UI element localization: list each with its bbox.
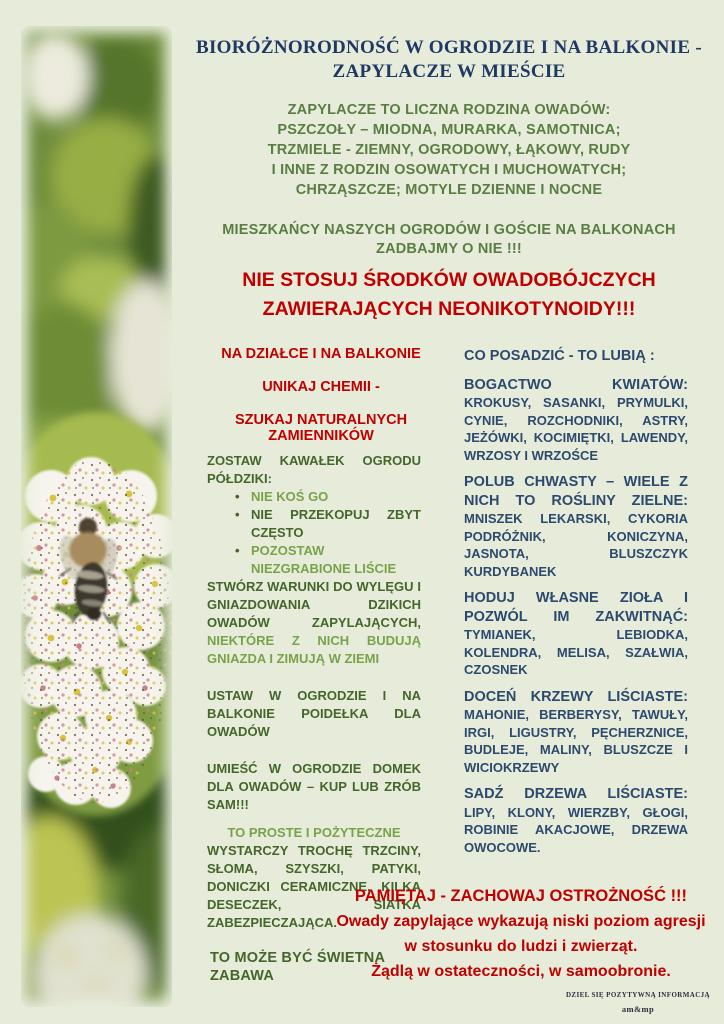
warning-line-1: NIE STOSUJ ŚRODKÓW OWADOBÓJCZYCH	[242, 269, 656, 291]
plant-paragraph-list: LIPY, KLONY, WIERZBY, GŁOGI, ROBINIE AKACJOWE, DRZEWA OWOCOWE.	[464, 804, 688, 855]
title-line-1: BIORÓŻNORODNOŚĆ W OGRODZIE I NA BALKONIE -	[196, 37, 702, 58]
warning-line-2: ZAWIERAJĄCYCH NEONIKOTYNOIDY!!!	[262, 298, 636, 320]
footer-line-3: w stosunku do ludzi i zwierząt.	[404, 938, 638, 955]
footer-line-1: PAMIĘTAJ - ZACHOWAJ OSTROŻNOŚĆ !!!	[354, 887, 688, 905]
plant-paragraph	[464, 589, 688, 679]
plant-column-header: CO POSADZIĆ - TO LUBIĄ :	[464, 348, 655, 364]
list-item-label: POZOSTAW NIEZGRABIONE LIŚCIE	[251, 543, 397, 576]
list-item-label: NIE PRZEKOPUJ ZBYT CZĘSTO	[251, 507, 421, 540]
great-fun-note: TO MOŻE BYĆ ŚWIETNA ZABAWA	[210, 950, 385, 984]
list-item	[207, 506, 421, 542]
plant-paragraph	[464, 376, 688, 465]
plant-paragraph-list: MNISZEK LEKARSKI, CYKORIA PODRÓŻNIK, KONICZYNA, JASNOTA, BLUSZCZYK KURDYBANEK	[464, 511, 688, 579]
left-header-1: NA DZIAŁCE I NA BALKONIE	[221, 346, 421, 362]
plant-paragraph	[464, 785, 688, 856]
simple-useful-note: TO PROSTE I POŻYTECZNE	[227, 825, 401, 840]
nesting-light-text: NIEKTÓRE Z NICH BUDUJĄ GNIAZDA I ZIMUJĄ W ZIEMI	[207, 633, 421, 666]
callout-line-1: MIESZKAŃCY NASZYCH OGRODÓW I GOŚCIE NA BALKONACH	[222, 222, 676, 238]
wild-garden-list	[207, 488, 421, 578]
intro-line: TRZMIELE - ZIEMNY, OGRODOWY, ŁĄKOWY, RUDY	[267, 142, 631, 158]
pollinators-intro	[183, 100, 715, 200]
callout-line-2: ZADBAJMY O NIE !!!	[376, 241, 522, 257]
plant-paragraph-lead: SADŹ DRZEWA LIŚCIASTE:	[464, 786, 688, 802]
intro-line: ZAPYLACZE TO LICZNA RODZINA OWADÓW:	[287, 102, 611, 118]
plant-paragraph-lead: HODUJ WŁASNE ZIOŁA I POZWÓL IM ZAKWITNĄĆ:	[464, 590, 688, 625]
plant-paragraph-lead: DOCEŃ KRZEWY LIŚCIASTE:	[464, 688, 688, 705]
wild-garden-title: ZOSTAW KAWAŁEK OGRODU PÓŁDZIKI:	[207, 453, 421, 486]
what-to-plant-column	[464, 348, 688, 865]
plant-paragraph-lead: POLUB CHWASTY – WIELE Z NICH TO ROŚLINY ZIELNE:	[464, 474, 688, 509]
no-insecticides-warning	[183, 266, 715, 324]
caution-footer	[322, 884, 720, 984]
list-item	[207, 488, 421, 506]
credit-note	[560, 991, 716, 1014]
list-item	[207, 542, 421, 578]
footer-line-4: Żądlą w ostateczności, w samoobronie.	[371, 963, 671, 980]
intro-line: PSZCZOŁY – MIODNA, MURARKA, SAMOTNICA;	[277, 122, 621, 138]
left-header-3: SZUKAJ NATURALNYCH ZAMIENNIKÓW	[234, 412, 408, 444]
intro-line: CHRZĄSZCZE; MOTYLE DZIENNE I NOCNE	[295, 182, 603, 198]
water-dishes-paragraph: USTAW W OGRODZIE I NA BALKONIE POIDEŁKA DLA OWADÓW	[207, 688, 421, 739]
page-title	[183, 36, 715, 84]
bee-flowers-photo	[21, 26, 172, 1007]
avoid-chemicals-headers	[185, 346, 457, 461]
bee-flowers-illustration	[21, 26, 172, 1007]
plant-paragraph-list: KROKUSY, SASANKI, PRYMULKI, CYNIE, ROZCHODNIKI, ASTRY, JEŻÓWKI, KOCIMIĘTKI, LAWENDY, WRZOSY I WRZOŚCE	[464, 395, 688, 463]
footer-line-2: Owady zapylające wykazują niski poziom agresji	[336, 913, 706, 930]
plant-paragraph	[464, 473, 688, 580]
residents-callout	[183, 221, 715, 259]
left-header-2: UNIKAJ CHEMII -	[262, 379, 380, 395]
plant-paragraph-list: TYMIANEK, LEBIODKA, KOLENDRA, MELISA, SZAŁWIA, CZOSNEK	[464, 627, 688, 677]
list-item-label: NIE KOŚ GO	[251, 489, 329, 504]
title-line-2: ZAPYLACZE W MIEŚCIE	[332, 61, 566, 82]
materials-paragraph: WYSTARCZY TROCHĘ TRZCINY, SŁOMA, SZYSZKI, PATYKI, DONICZKI CERAMICZNE, KILKA DESECZEK, SIATKA ZABEZPIECZAJĄCA.	[207, 843, 421, 930]
credit-line-2: am&mp	[621, 1004, 655, 1014]
insect-house-paragraph: UMIEŚĆ W OGRODZIE DOMEK DLA OWADÓW – KUP LUB ZRÓB SAM!!!	[207, 761, 421, 812]
plant-paragraph-lead: BOGACTWO KWIATÓW:	[464, 376, 688, 393]
nesting-dark-text: STWÓRZ WARUNKI DO WYLĘGU I GNIAZDOWANIA DZIKICH OWADÓW ZAPYLAJĄCYCH,	[207, 579, 421, 630]
plant-paragraph	[464, 688, 688, 777]
intro-line: I INNE Z RODZIN OSOWATYCH I MUCHOWATYCH;	[271, 162, 627, 178]
nesting-paragraph	[207, 578, 421, 668]
credit-line-1: DZIEL SIĘ POZYTYWNĄ INFORMACJĄ	[565, 991, 711, 999]
plant-paragraph-list: MAHONIE, BERBERYSY, TAWUŁY, IRGI, LIGUSTRY, PĘCHERZNICE, BUDLEJE, MALINY, BLUSZCZE I WICIOKRZEWY	[464, 707, 688, 775]
